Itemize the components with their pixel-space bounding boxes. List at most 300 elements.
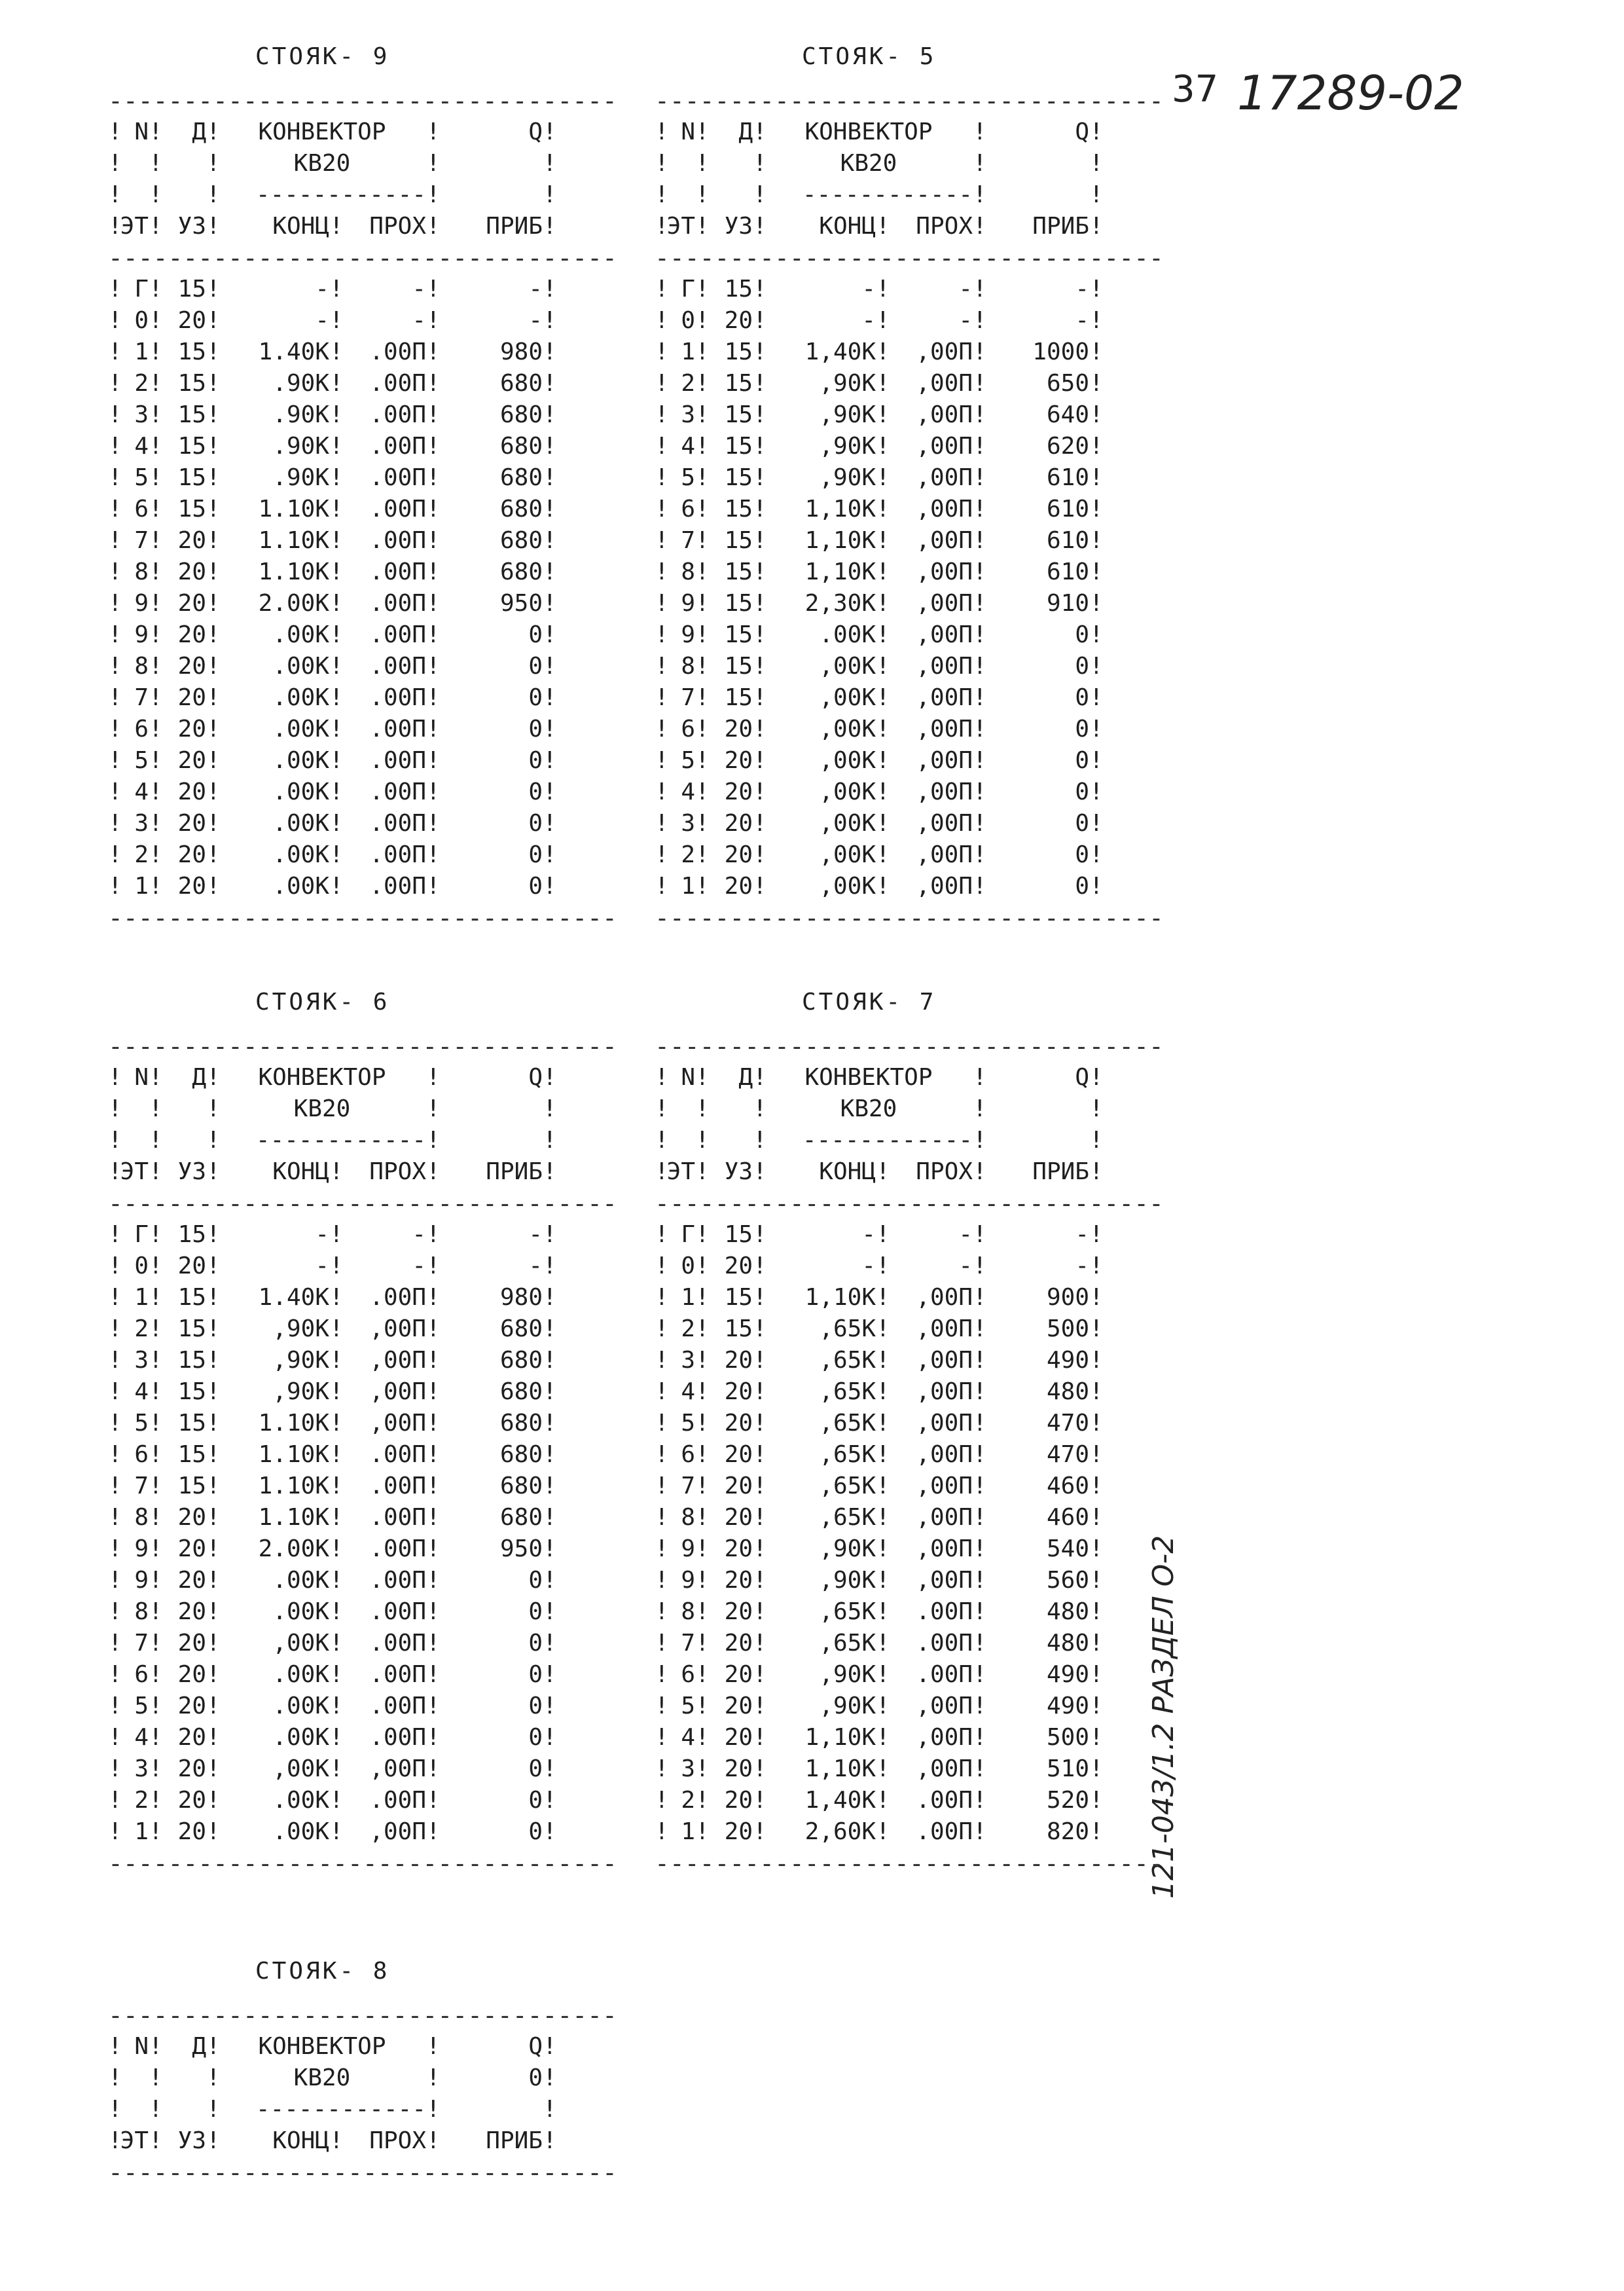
cell-prox: ,00П — [916, 779, 973, 805]
column-separator: ! — [655, 464, 669, 491]
cell-prox: ,00П — [916, 433, 973, 460]
rule-line: ---------------------------------- — [655, 1849, 1164, 1878]
column-separator: ! — [753, 1473, 767, 1499]
column-separator: ! — [206, 1504, 221, 1531]
cell-floor: 5 — [681, 464, 695, 491]
table-row — [655, 305, 1164, 337]
column-separator: ! — [329, 1410, 344, 1437]
column-separator: ! — [108, 150, 122, 177]
column-separator: ! — [206, 370, 221, 397]
column-separator: ! — [973, 1787, 987, 1814]
column-separator: ! — [108, 119, 122, 145]
column-separator: ! — [695, 1284, 710, 1311]
cell-prib: - — [1075, 1221, 1089, 1248]
cell-floor: 0 — [681, 1253, 695, 1279]
cell-floor: 2 — [134, 841, 149, 868]
cell-konc: 1.10К — [258, 1441, 329, 1468]
cell-prib: 950 — [499, 1535, 543, 1562]
cell-floor: 7 — [134, 1630, 149, 1657]
col-convector-type: КВ20 — [840, 1095, 897, 1122]
table-row — [108, 431, 617, 462]
column-separator: ! — [206, 1347, 221, 1374]
cell-diameter: 20 — [724, 841, 753, 868]
column-separator: ! — [206, 464, 221, 491]
cell-floor: 9 — [681, 1535, 695, 1562]
column-separator: ! — [695, 1378, 710, 1405]
cell-diameter: 15 — [177, 1441, 206, 1468]
col-n-label: N — [681, 1064, 695, 1091]
cell-konc: ,65К — [819, 1598, 876, 1625]
column-separator: ! — [695, 1504, 710, 1531]
col-et-label: ЭТ — [666, 213, 695, 240]
column-separator: ! — [695, 1535, 710, 1562]
column-separator: ! — [1089, 1473, 1104, 1499]
riser-title: СТОЯК- 7 — [802, 989, 937, 1016]
header-row — [108, 2125, 617, 2157]
table-row — [655, 1251, 1164, 1282]
column-separator: ! — [108, 1095, 122, 1122]
cell-konc: ,00К — [819, 684, 876, 711]
column-separator: ! — [753, 1127, 767, 1154]
header-row — [108, 148, 617, 179]
column-separator: ! — [426, 1598, 441, 1625]
column-separator: ! — [753, 873, 767, 900]
cell-konc: ,65К — [819, 1315, 876, 1342]
cell-konc: .00К — [272, 810, 329, 837]
header-row — [655, 1156, 1164, 1188]
column-separator: ! — [108, 339, 122, 365]
column-separator: ! — [1089, 1127, 1104, 1154]
column-separator: ! — [426, 653, 441, 680]
column-separator: ! — [876, 213, 890, 240]
column-separator: ! — [426, 339, 441, 365]
col-et-label: ЭТ — [120, 213, 149, 240]
section-annotation: 121-043/1.2 РАЗДЕЛ О-2 — [1147, 1535, 1180, 1899]
cell-konc: .00К — [272, 1567, 329, 1594]
cell-floor: 6 — [134, 1661, 149, 1688]
cell-prib: 0 — [1075, 653, 1089, 680]
column-separator: ! — [108, 2064, 122, 2091]
column-separator: ! — [695, 1598, 710, 1625]
cell-diameter: 15 — [724, 496, 753, 522]
column-separator: ! — [426, 1410, 441, 1437]
column-separator: ! — [1089, 1315, 1104, 1342]
table-row — [108, 588, 617, 619]
column-separator: ! — [655, 873, 669, 900]
column-separator: ! — [876, 684, 890, 711]
cell-diameter: 20 — [177, 779, 206, 805]
col-convector-label: КОНВЕКТОР — [258, 119, 386, 145]
column-separator: ! — [753, 747, 767, 774]
column-separator: ! — [655, 1378, 669, 1405]
cell-prox: ,00П — [916, 684, 973, 711]
header-row — [108, 1125, 617, 1156]
column-separator: ! — [206, 150, 221, 177]
column-separator: ! — [695, 1347, 710, 1374]
col-prox-label: ПРОХ — [369, 213, 426, 240]
column-separator: ! — [149, 1315, 163, 1342]
table-row — [108, 745, 617, 777]
column-separator: ! — [973, 559, 987, 585]
cell-diameter: 15 — [177, 1284, 206, 1311]
column-separator: ! — [149, 1535, 163, 1562]
column-separator: ! — [108, 1221, 122, 1248]
column-separator: ! — [876, 1253, 890, 1279]
cell-floor: 7 — [134, 1473, 149, 1499]
column-separator: ! — [329, 1441, 344, 1468]
cell-floor: 8 — [134, 1504, 149, 1531]
column-separator: ! — [206, 527, 221, 554]
column-separator: ! — [1089, 684, 1104, 711]
cell-prib: 500 — [1046, 1724, 1089, 1751]
column-separator: ! — [753, 1221, 767, 1248]
column-separator: ! — [329, 1787, 344, 1814]
column-separator: ! — [543, 684, 557, 711]
column-separator: ! — [206, 276, 221, 302]
header-row — [108, 211, 617, 242]
cell-konc: 2.00К — [258, 1535, 329, 1562]
column-separator: ! — [695, 1787, 710, 1814]
cell-prib: 0 — [528, 747, 543, 774]
cell-floor: 0 — [134, 1253, 149, 1279]
column-separator: ! — [1089, 810, 1104, 837]
column-separator: ! — [543, 1064, 557, 1091]
cell-floor: 7 — [134, 684, 149, 711]
cell-prib: 500 — [1046, 1315, 1089, 1342]
cell-konc: 1.10К — [258, 559, 329, 585]
column-separator: ! — [543, 1221, 557, 1248]
cell-diameter: 20 — [724, 307, 753, 334]
table-row — [655, 1722, 1164, 1753]
column-separator: ! — [753, 1158, 767, 1185]
column-separator: ! — [1089, 873, 1104, 900]
column-separator: ! — [1089, 1724, 1104, 1751]
column-separator: ! — [543, 747, 557, 774]
table-row — [108, 337, 617, 368]
column-separator: ! — [108, 370, 122, 397]
cell-prib: - — [1075, 307, 1089, 334]
riser-title: СТОЯК- 8 — [255, 1958, 390, 1985]
cell-floor: 3 — [681, 401, 695, 428]
column-separator: ! — [655, 1127, 669, 1154]
cell-diameter: 20 — [724, 1473, 753, 1499]
table-row — [655, 1439, 1164, 1471]
column-separator: ! — [149, 150, 163, 177]
column-separator: ! — [753, 653, 767, 680]
column-separator: ! — [973, 181, 987, 208]
cell-diameter: 15 — [724, 339, 753, 365]
column-separator: ! — [426, 401, 441, 428]
cell-diameter: 20 — [724, 1755, 753, 1782]
cell-diameter: 15 — [724, 684, 753, 711]
header-row — [108, 2031, 617, 2062]
cell-konc: ,90К — [819, 1693, 876, 1719]
cell-konc: 1.10К — [258, 496, 329, 522]
column-separator: ! — [108, 1535, 122, 1562]
cell-konc: ,90К — [819, 370, 876, 397]
column-separator: ! — [329, 1221, 344, 1248]
column-separator: ! — [876, 1724, 890, 1751]
cell-prox: ,00П — [369, 1347, 426, 1374]
cell-prox: .00П — [369, 810, 426, 837]
column-separator: ! — [876, 716, 890, 742]
cell-diameter: 20 — [177, 1693, 206, 1719]
rule-line: ---------------------------------- — [655, 86, 1164, 115]
header-row — [655, 148, 1164, 179]
column-separator: ! — [973, 684, 987, 711]
column-separator: ! — [108, 810, 122, 837]
column-separator: ! — [329, 1315, 344, 1342]
cell-floor: 9 — [134, 1567, 149, 1594]
cell-diameter: 20 — [724, 1567, 753, 1594]
cell-prib: 560 — [1046, 1567, 1089, 1594]
column-separator: ! — [655, 559, 669, 585]
column-separator: ! — [655, 1755, 669, 1782]
cell-floor: 1 — [681, 339, 695, 365]
column-separator: ! — [695, 684, 710, 711]
column-separator: ! — [206, 1410, 221, 1437]
cell-konc: .90К — [272, 464, 329, 491]
cell-diameter: 20 — [177, 1661, 206, 1688]
column-separator: ! — [753, 1661, 767, 1688]
column-separator: ! — [108, 433, 122, 460]
rule-line: ---------------------------------- — [108, 244, 617, 272]
cell-diameter: 15 — [724, 1284, 753, 1311]
column-separator: ! — [695, 1473, 710, 1499]
column-separator: ! — [426, 1378, 441, 1405]
cell-floor: 7 — [681, 684, 695, 711]
cell-prib: 0 — [528, 684, 543, 711]
cell-prox: ,00П — [916, 1347, 973, 1374]
cell-prox: ,00П — [916, 716, 973, 742]
cell-floor: 9 — [134, 621, 149, 648]
column-separator: ! — [206, 1630, 221, 1657]
column-separator: ! — [206, 1441, 221, 1468]
column-separator: ! — [543, 1347, 557, 1374]
column-separator: ! — [543, 150, 557, 177]
column-separator: ! — [426, 213, 441, 240]
table-row — [108, 494, 617, 525]
cell-prib: 0 — [528, 873, 543, 900]
table-row — [655, 777, 1164, 808]
column-separator: ! — [753, 1095, 767, 1122]
column-separator: ! — [695, 716, 710, 742]
cell-konc: 1,10К — [804, 527, 876, 554]
cell-konc: .00К — [272, 1693, 329, 1719]
column-separator: ! — [206, 1567, 221, 1594]
column-separator: ! — [655, 1158, 669, 1185]
column-separator: ! — [973, 1567, 987, 1594]
column-separator: ! — [753, 1598, 767, 1625]
cell-prox: .00П — [916, 1661, 973, 1688]
table-row — [655, 745, 1164, 777]
column-separator: ! — [149, 2096, 163, 2123]
column-separator: ! — [655, 653, 669, 680]
column-separator: ! — [108, 1378, 122, 1405]
table-row — [108, 525, 617, 557]
table-row — [108, 1722, 617, 1753]
column-separator: ! — [329, 590, 344, 617]
cell-diameter: 20 — [177, 1504, 206, 1531]
cell-prib: 0 — [528, 779, 543, 805]
column-separator: ! — [695, 621, 710, 648]
column-separator: ! — [149, 1127, 163, 1154]
cell-prox: .00П — [369, 779, 426, 805]
cell-konc: - — [315, 307, 329, 334]
table-row — [108, 1659, 617, 1691]
table-row — [108, 1565, 617, 1596]
cell-floor: 8 — [134, 653, 149, 680]
table-grid — [108, 2000, 617, 2188]
column-separator: ! — [876, 1284, 890, 1311]
column-separator: ! — [206, 339, 221, 365]
table-row — [108, 1628, 617, 1659]
table-row — [108, 1219, 617, 1251]
cell-prib: 680 — [499, 370, 543, 397]
column-separator: ! — [426, 307, 441, 334]
column-separator: ! — [876, 464, 890, 491]
rule-line: ---------------------------------- — [655, 1032, 1164, 1061]
column-separator: ! — [206, 433, 221, 460]
column-separator: ! — [1089, 1158, 1104, 1185]
cell-floor: 2 — [134, 370, 149, 397]
column-separator: ! — [329, 1693, 344, 1719]
cell-prib: 0 — [528, 716, 543, 742]
cell-konc: - — [861, 1253, 876, 1279]
column-separator: ! — [1089, 527, 1104, 554]
table-row — [108, 808, 617, 839]
cell-konc: .00К — [272, 621, 329, 648]
cell-prib: - — [528, 1221, 543, 1248]
column-separator: ! — [695, 1693, 710, 1719]
col-prox-label: ПРОХ — [369, 1158, 426, 1185]
column-separator: ! — [329, 1567, 344, 1594]
column-separator: ! — [655, 1441, 669, 1468]
cell-floor: 3 — [134, 1755, 149, 1782]
cell-konc: .90К — [272, 433, 329, 460]
column-separator: ! — [1089, 653, 1104, 680]
column-separator: ! — [695, 1724, 710, 1751]
column-separator: ! — [426, 181, 441, 208]
column-separator: ! — [695, 1755, 710, 1782]
header-row — [655, 1093, 1164, 1125]
column-separator: ! — [973, 1630, 987, 1657]
column-separator: ! — [543, 1755, 557, 1782]
column-separator: ! — [753, 496, 767, 522]
cell-prox: ,00П — [916, 841, 973, 868]
column-separator: ! — [149, 779, 163, 805]
table-row — [655, 1313, 1164, 1345]
column-separator: ! — [655, 1661, 669, 1688]
column-separator: ! — [655, 181, 669, 208]
cell-prox: ,00П — [916, 527, 973, 554]
table-row — [108, 1502, 617, 1533]
cell-prox: .00П — [369, 716, 426, 742]
table-row — [655, 1659, 1164, 1691]
column-separator: ! — [973, 119, 987, 145]
column-separator: ! — [108, 1818, 122, 1845]
cell-prib: 680 — [499, 1441, 543, 1468]
column-separator: ! — [108, 1410, 122, 1437]
cell-prib: - — [528, 307, 543, 334]
column-separator: ! — [655, 307, 669, 334]
column-separator: ! — [655, 810, 669, 837]
column-separator: ! — [753, 401, 767, 428]
column-separator: ! — [973, 1661, 987, 1688]
column-separator: ! — [695, 307, 710, 334]
column-separator: ! — [206, 1598, 221, 1625]
column-separator: ! — [1089, 1095, 1104, 1122]
column-separator: ! — [876, 621, 890, 648]
col-uz-label: УЗ — [177, 213, 206, 240]
column-separator: ! — [329, 1535, 344, 1562]
header-row — [655, 211, 1164, 242]
col-d-label: Д — [738, 1064, 753, 1091]
column-separator: ! — [329, 433, 344, 460]
table-row — [108, 1816, 617, 1848]
cell-diameter: 15 — [724, 527, 753, 554]
column-separator: ! — [426, 1064, 441, 1091]
cell-prib: 490 — [1046, 1661, 1089, 1688]
column-separator: ! — [108, 1567, 122, 1594]
column-separator: ! — [206, 401, 221, 428]
column-separator: ! — [655, 1598, 669, 1625]
column-separator: ! — [973, 276, 987, 302]
header-row — [108, 1093, 617, 1125]
column-separator: ! — [149, 1567, 163, 1594]
cell-prox: ,00П — [916, 559, 973, 585]
column-separator: ! — [1089, 1630, 1104, 1657]
column-separator: ! — [695, 370, 710, 397]
column-separator: ! — [426, 1127, 441, 1154]
column-separator: ! — [543, 1253, 557, 1279]
column-separator: ! — [753, 779, 767, 805]
column-separator: ! — [1089, 1535, 1104, 1562]
column-separator: ! — [206, 810, 221, 837]
column-separator: ! — [543, 339, 557, 365]
col-convector-label: КОНВЕКТОР — [804, 119, 933, 145]
column-separator: ! — [149, 1473, 163, 1499]
cell-konc: 1.10К — [258, 1504, 329, 1531]
column-separator: ! — [426, 1221, 441, 1248]
cell-prox: ,00П — [916, 401, 973, 428]
column-separator: ! — [149, 1441, 163, 1468]
column-separator: ! — [655, 621, 669, 648]
table-row — [108, 1691, 617, 1722]
column-separator: ! — [973, 1693, 987, 1719]
cell-konc: 1,10К — [804, 559, 876, 585]
column-separator: ! — [149, 276, 163, 302]
header-row — [655, 1062, 1164, 1093]
cell-prox: ,00П — [916, 1410, 973, 1437]
col-uz-label: УЗ — [724, 213, 753, 240]
cell-prox: - — [412, 1221, 426, 1248]
column-separator: ! — [543, 433, 557, 460]
column-separator: ! — [329, 339, 344, 365]
cell-floor: 8 — [681, 653, 695, 680]
column-separator: ! — [973, 464, 987, 491]
table-grid — [108, 1031, 617, 1879]
column-separator: ! — [206, 1755, 221, 1782]
cell-diameter: 20 — [177, 1567, 206, 1594]
cell-prox: .00П — [369, 873, 426, 900]
column-separator: ! — [1089, 1441, 1104, 1468]
column-separator: ! — [108, 716, 122, 742]
cell-konc: .00К — [272, 1818, 329, 1845]
column-separator: ! — [108, 873, 122, 900]
column-separator: ! — [206, 1284, 221, 1311]
column-separator: ! — [655, 747, 669, 774]
